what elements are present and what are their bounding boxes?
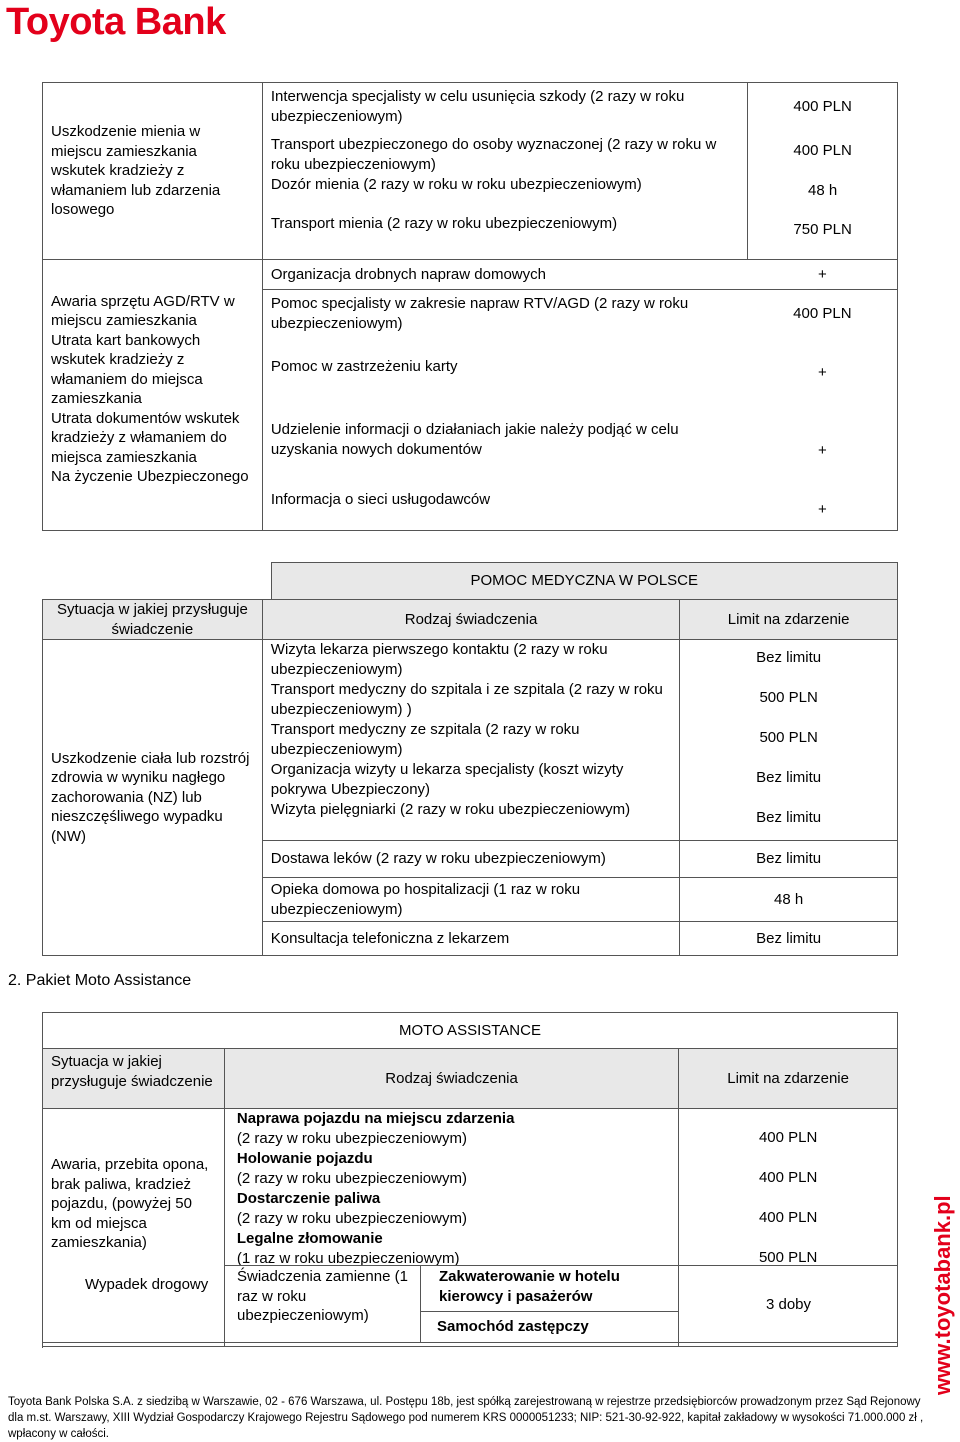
- service-name: Transport medyczny do szpitala i ze szpitala (2 razy w roku ubezpieczeniowym) ): [270, 681, 663, 718]
- limit-value: 400 PLN: [758, 1209, 818, 1226]
- service-sub: (2 razy w roku ubezpieczeniowym): [236, 1129, 467, 1147]
- toyota-bank-logo: Toyota Bank: [6, 1, 226, 43]
- limit-value: 500 PLN: [758, 1249, 818, 1266]
- limit-value: 400 PLN: [793, 98, 852, 115]
- service-name: Wizyta pielęgniarki (2 razy w roku ubezpieczeniowym): [270, 801, 631, 818]
- service-title: Holowanie pojazdu: [236, 1150, 373, 1167]
- situation-cell: Utrata dokumentów wskutek kradzieży z włamaniem do miejsca zamieszkania: [51, 409, 240, 466]
- situation-cell: Awaria sprzętu AGD/RTV w miejscu zamieszkania: [51, 292, 235, 329]
- service-title: Legalne złomowanie: [236, 1230, 383, 1247]
- limit-value: +: [817, 364, 827, 381]
- limit-value: Bez limitu: [680, 841, 898, 878]
- limit-value: +: [748, 260, 898, 290]
- limit-value: 48 h: [807, 182, 838, 199]
- service-name: Konsultacja telefoniczna z lekarzem: [262, 922, 679, 956]
- limit-value: 750 PLN: [793, 221, 852, 238]
- service-name: Dozór mienia (2 razy w roku w roku ubezpieczeniowym): [270, 176, 642, 193]
- service-name: Pomoc w zastrzeżeniu karty: [270, 358, 458, 375]
- column-header-situation: Sytuacja w jakiej przysługuje świadczenie: [43, 600, 263, 640]
- situation-cell: Uszkodzenie mienia w miejscu zamieszkania wskutek kradzieży z włamaniem lub zdarzenia losowego: [43, 83, 263, 260]
- service-name: Transport mienia (2 razy w roku ubezpieczeniowym): [270, 215, 618, 232]
- service-name: Pomoc specjalisty w zakresie napraw RTV/AGD (2 razy w roku ubezpieczeniowym): [270, 295, 689, 332]
- limit-value: +: [817, 442, 827, 459]
- service-name: Transport ubezpieczonego do osoby wyznaczonej (2 razy w roku w roku ubezpieczeniowym): [270, 136, 717, 173]
- service-name: Wizyta lekarza pierwszego kontaktu (2 razy w roku ubezpieczeniowym): [270, 641, 608, 678]
- service-sub: (1 raz w roku ubezpieczeniowym): [236, 1249, 460, 1267]
- limit-value: 400 PLN: [758, 1129, 818, 1146]
- limit-value: Bez limitu: [756, 649, 822, 666]
- section-title: 2. Pakiet Moto Assistance: [8, 972, 192, 989]
- replacement-option: Zakwaterowanie w hotelu kierowcy i pasażerów: [439, 1268, 620, 1305]
- service-name: Transport medyczny ze szpitala (2 razy w roku ubezpieczeniowym): [270, 721, 580, 758]
- limit-value: 400 PLN: [793, 142, 852, 159]
- service-title: Naprawa pojazdu na miejscu zdarzenia: [236, 1110, 515, 1127]
- service-name: Dostawa leków (2 razy w roku ubezpieczeniowym): [262, 841, 679, 878]
- table-title: POMOC MEDYCZNA W POLSCE: [271, 562, 899, 599]
- limit-value: 500 PLN: [759, 729, 818, 746]
- limit-value: 400 PLN: [793, 305, 852, 322]
- table-title: MOTO ASSISTANCE: [43, 1013, 898, 1049]
- service-name: Interwencja specjalisty w celu usunięcia szkody (2 razy w roku ubezpieczeniowym): [270, 88, 685, 125]
- service-name: Świadczenia zamienne (1 raz w roku ubezpieczeniowym): [225, 1266, 421, 1343]
- service-name: Opieka domowa po hospitalizacji (1 raz w roku ubezpieczeniowym): [262, 878, 679, 922]
- limit-value: +: [817, 501, 827, 518]
- situation-cell: Wypadek drogowy: [85, 1275, 209, 1293]
- medical-assistance-table: [42, 563, 898, 956]
- limit-value: Bez limitu: [756, 769, 822, 786]
- side-url: www.toyotabank.pl: [930, 1195, 955, 1395]
- service-name: Udzielenie informacji o działaniach jakie należy podjąć w celu uzyskania nowych dokumentów: [270, 421, 679, 458]
- service-name: Organizacja wizyty u lekarza specjalisty (koszt wizyty pokrywa Ubezpieczony): [270, 761, 624, 798]
- column-header-limit: Limit na zdarzenie: [679, 1049, 898, 1109]
- column-header-limit: Limit na zdarzenie: [680, 600, 898, 640]
- situation-cell: Na życzenie Ubezpieczonego: [51, 468, 249, 485]
- limit-value: Bez limitu: [756, 809, 822, 826]
- service-sub: (2 razy w roku ubezpieczeniowym): [236, 1169, 467, 1187]
- situation-cell: Utrata kart bankowych wskutek kradzieży z włamaniem do miejsca zamieszkania: [51, 331, 203, 407]
- service-name: Organizacja drobnych napraw domowych: [262, 260, 747, 290]
- limit-value: 500 PLN: [759, 689, 818, 706]
- service-name: Informacja o sieci usługodawców: [270, 491, 491, 508]
- home-assistance-table: [42, 82, 898, 531]
- replacement-services: [225, 1265, 678, 1343]
- column-header-service: Rodzaj świadczenia: [224, 1049, 678, 1109]
- situation-cell: Uszkodzenie ciała lub rozstrój zdrowia w wyniku nagłego zachorowania (NZ) lub nieszczęśliwego wypadku (NW): [43, 640, 263, 956]
- situation-cell: Awaria, przebita opona, brak paliwa, kradzież pojazdu, (powyżej 50 km od miejsca zamieszkania): [51, 1156, 209, 1251]
- limit-value: Bez limitu: [680, 922, 898, 956]
- limit-value: 400 PLN: [758, 1169, 818, 1186]
- column-header-situation: Sytuacja w jakiej przysługuje świadczenie: [43, 1049, 225, 1109]
- service-title: Dostarczenie paliwa: [236, 1190, 381, 1207]
- footer-legal-text: Toyota Bank Polska S.A. z siedzibą w Warszawie, 02 - 676 Warszawa, ul. Postępu 18b, jest spółką zarejestrowaną w rejestrze przedsiębiorców prowadzonym przez Sąd Rejonowy dla m.st. Warszawy, XIII Wydział Gospodarczy Krajowego Rejestru Sądowego pod numerem KRS 0000051233; NIP: 521-30-92-922, kapitał zakładowy w wysokości 71.000.000 zł , wpłacony w całości.: [8, 1396, 924, 1440]
- service-sub: (2 razy w roku ubezpieczeniowym): [236, 1209, 467, 1227]
- limit-value: 3 doby: [765, 1296, 812, 1313]
- limit-value: 48 h: [680, 878, 898, 922]
- column-header-service: Rodzaj świadczenia: [262, 600, 679, 640]
- replacement-option: Samochód zastępczy: [437, 1318, 589, 1335]
